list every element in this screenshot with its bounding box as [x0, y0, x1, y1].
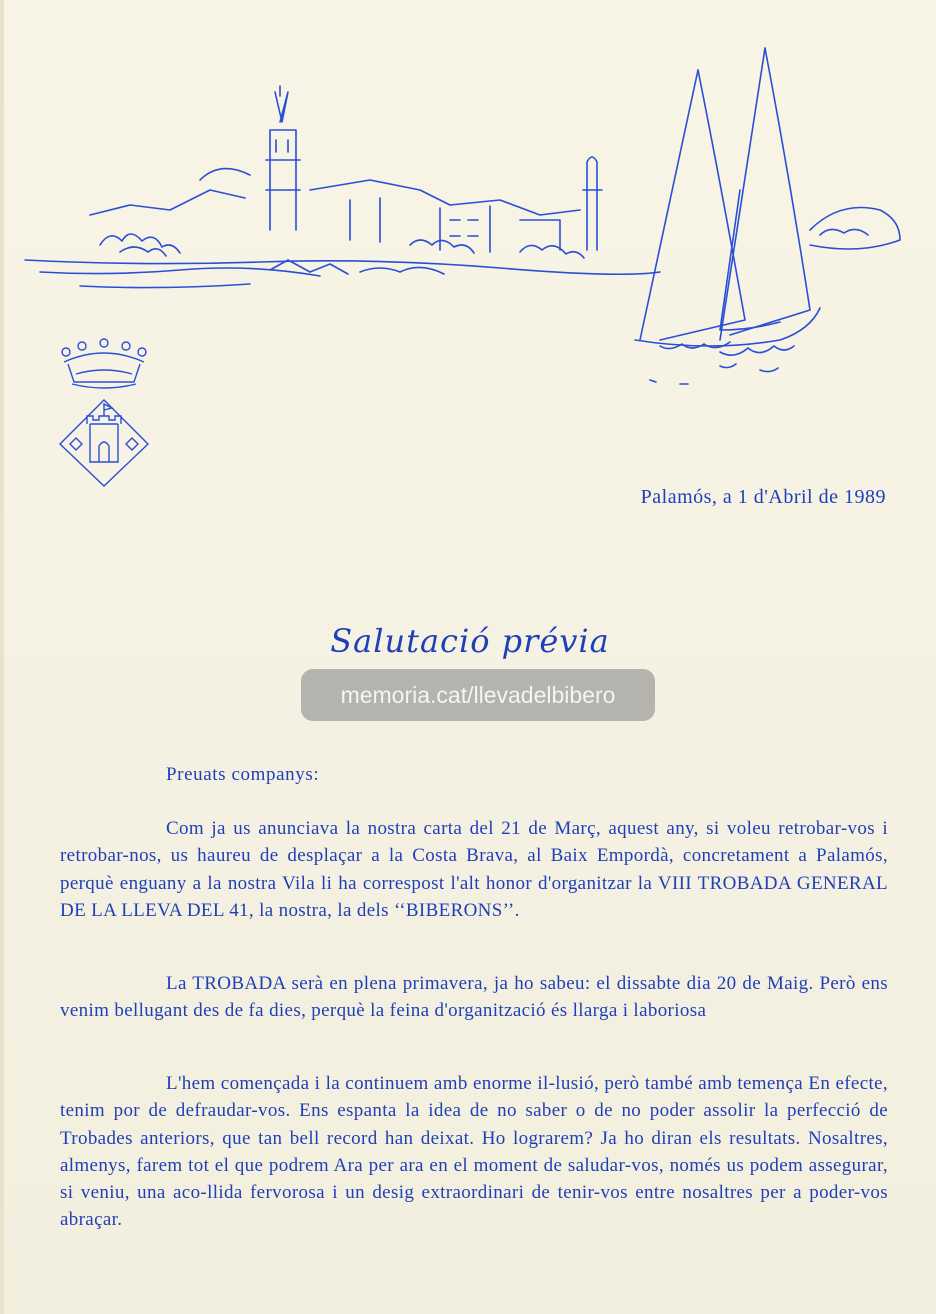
- letter-title: Salutació prévia: [330, 622, 610, 660]
- paper-edge: [0, 0, 4, 1314]
- harbor-sketch-icon: [20, 40, 920, 400]
- municipal-crest-icon: [54, 334, 154, 494]
- paragraph-2: La TROBADA serà en plena primavera, ja ho sabeu: el dissabte dia 20 de Maig. Però ens venim bellugant des de fa dies, perquè la feina d'organització és llarga i laboriosa: [60, 973, 888, 1022]
- paragraph-3: L'hem començada i la continuem amb enorme il-lusió, però també amb temença En efecte, tenim por de defraudar-vos. Ens espanta la idea de no saber o de no poder assolir la perfecció de Trobades anteriors, que tan bell record han deixat. Ho lograrem? Ja ho diran els resultats. Nosaltres, almenys, farem tot el que podrem Ara per ara en el moment de saludar-vos, només us podem assegurar, si veniu, una aco-llida fervorosa i un desig extraordinari de tenir-vos entre nosaltres per a poder-vos abraçar.: [60, 1073, 888, 1231]
- letter-date: Palamós, a 1 d'Abril de 1989: [640, 486, 886, 508]
- watermark-badge: memoria.cat/llevadelbibero: [301, 669, 655, 721]
- paragraph-1: Com ja us anunciava la nostra carta del 21 de Març, aquest any, si voleu retrobar-vos i retrobar-nos, us haureu de desplaçar a la Costa Brava, al Baix Empordà, concretament a Palamós, perquè enguany a la nostra Vila li ha correspost l'alt honor d'organitzar la VIII TROBADA GENERAL DE LA LLEVA DEL 41, la nostra, la dels ‘‘BIBERONS’’.: [60, 818, 888, 921]
- letter-greeting: Preuats companys:: [166, 764, 320, 785]
